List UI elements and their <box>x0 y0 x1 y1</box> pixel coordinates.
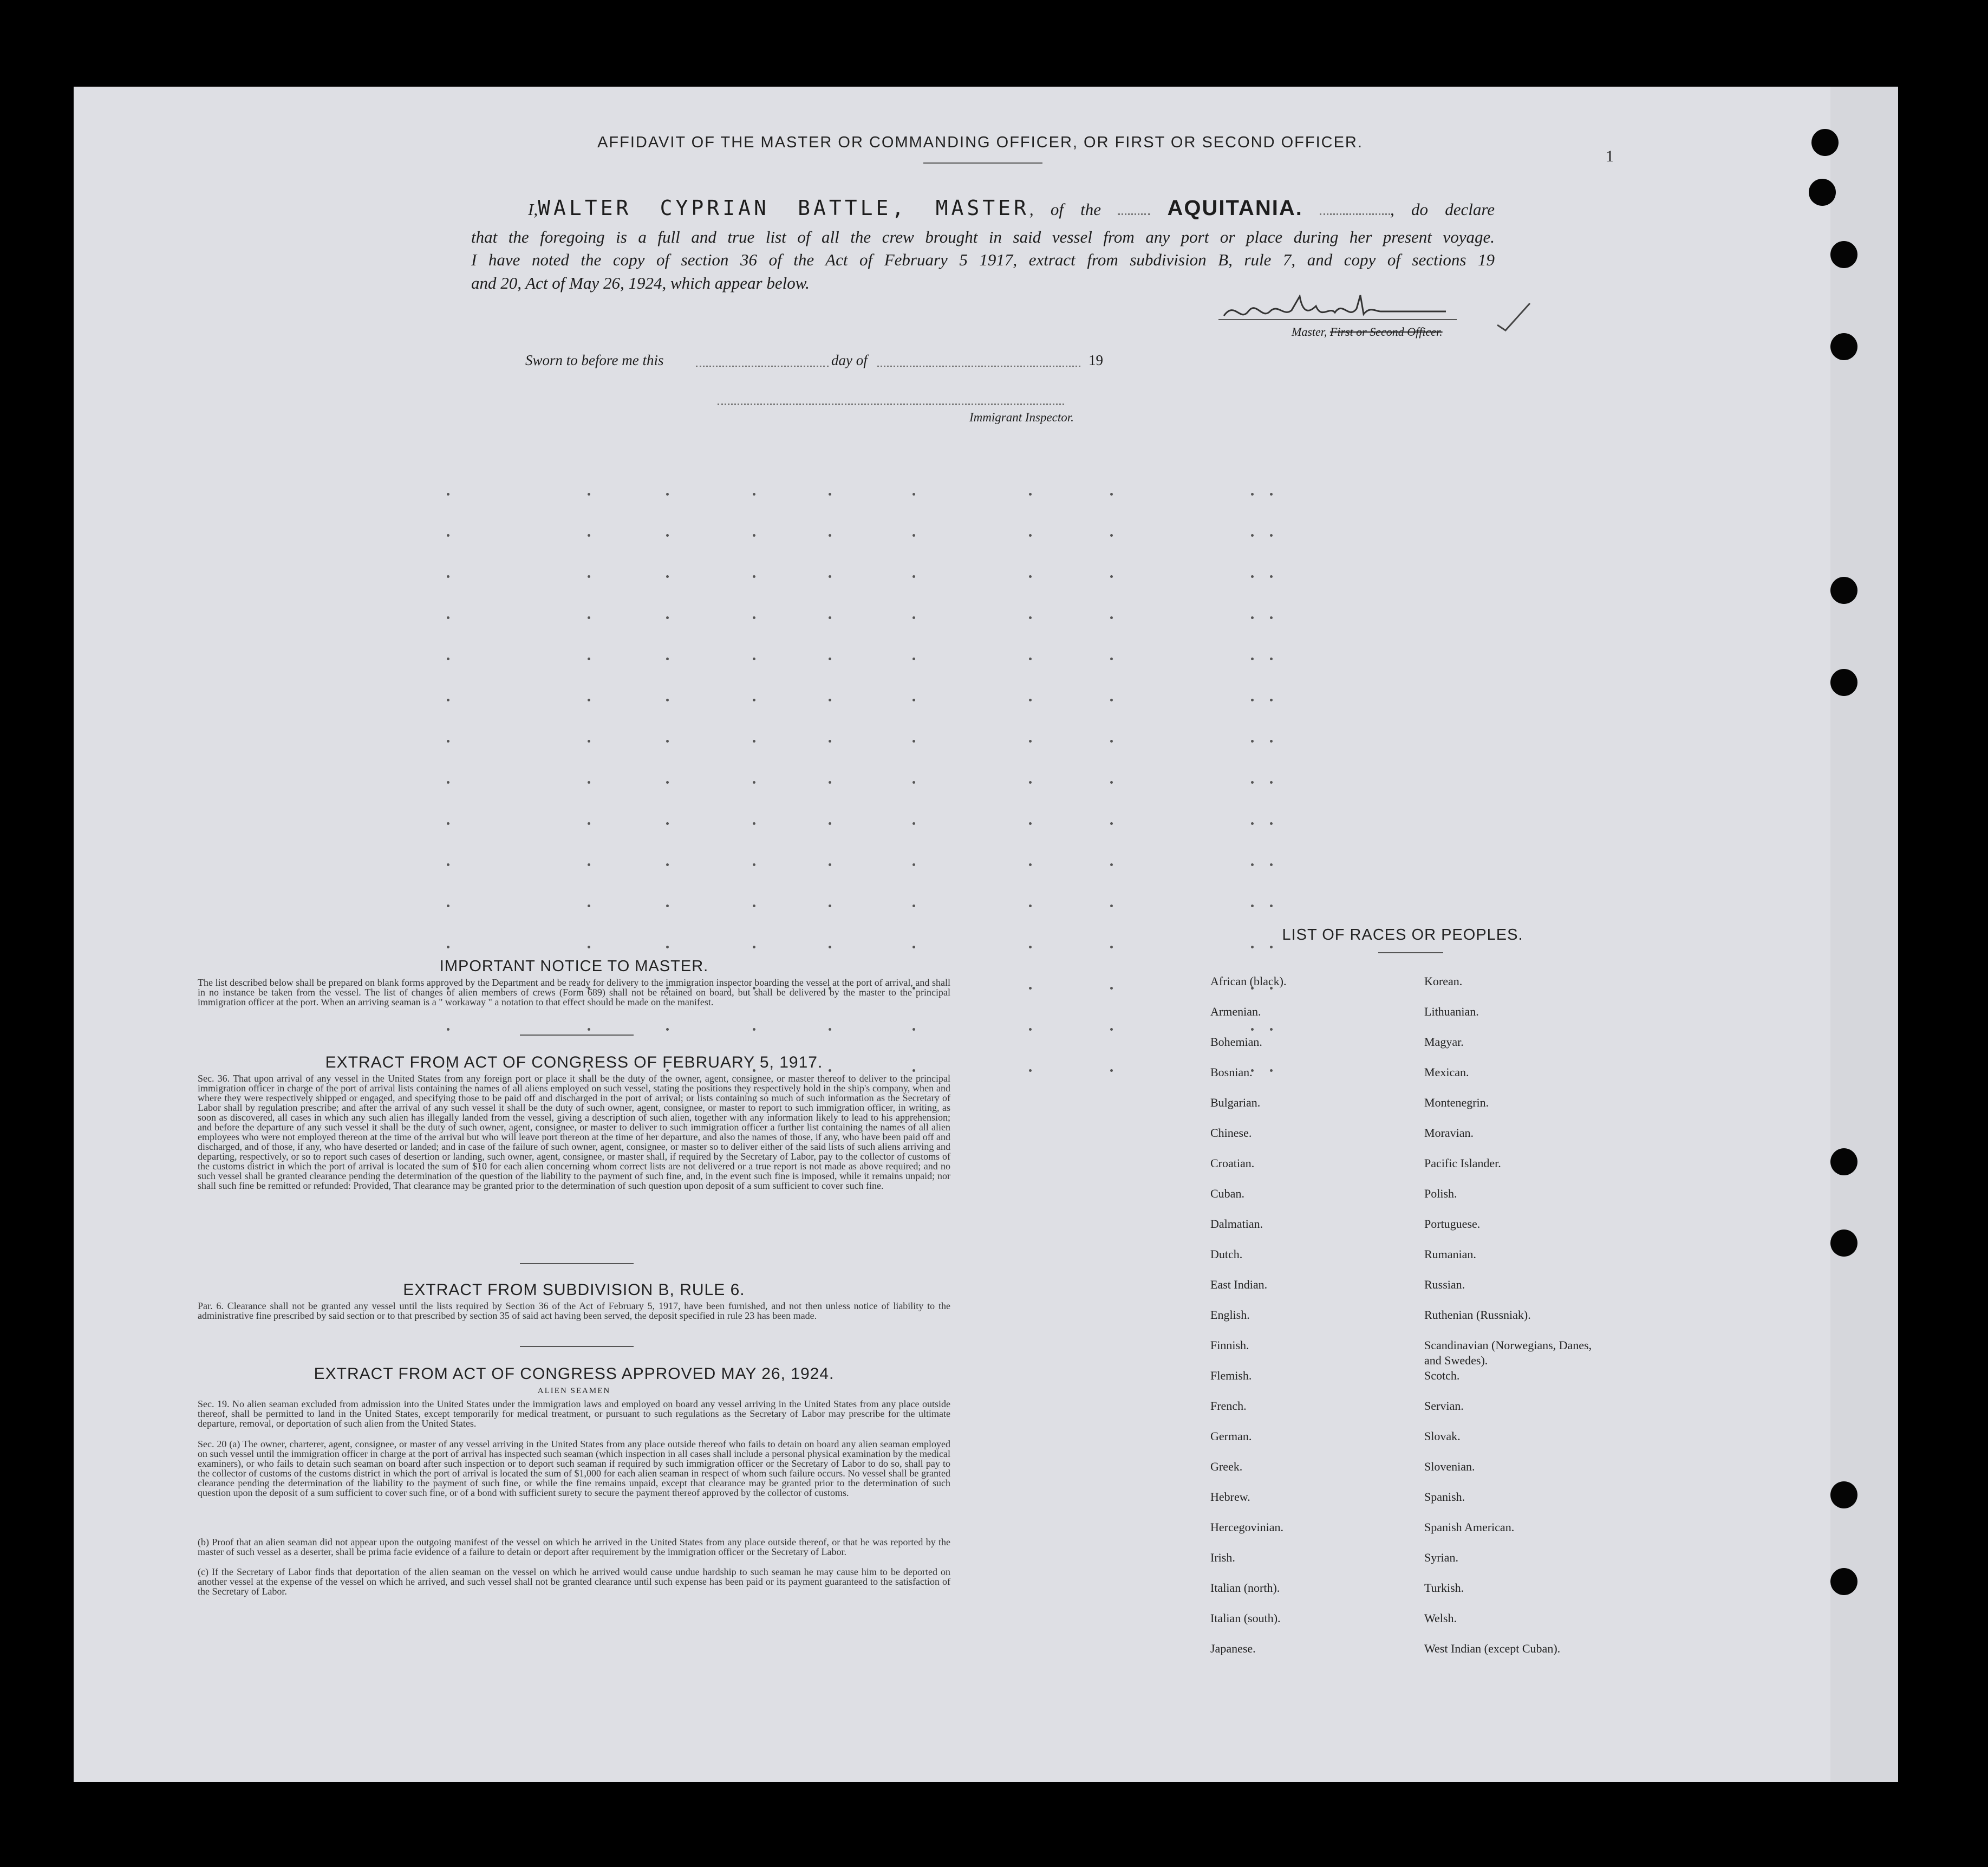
grid-dot <box>588 1028 590 1031</box>
grid-dot <box>1110 575 1113 578</box>
grid-dot <box>829 1028 831 1031</box>
grid-dot <box>829 575 831 578</box>
grid-dot <box>588 822 590 825</box>
race-item: Spanish. <box>1424 1490 1465 1504</box>
grid-dot <box>1029 1028 1032 1031</box>
grid-dot <box>1251 575 1254 578</box>
grid-dot <box>666 575 669 578</box>
grid-dot <box>447 493 449 496</box>
declaration-line-2: that the foregoing is a full and true list of all the crew brought in said vessel from any port or place during her present voyage. <box>471 227 1495 246</box>
sworn-day-blank <box>696 366 829 367</box>
grid-dot <box>1110 1028 1113 1031</box>
grid-dot <box>666 1028 669 1031</box>
race-item: Japanese. <box>1210 1642 1256 1655</box>
grid-dot <box>753 699 755 701</box>
grid-dot <box>829 863 831 866</box>
grid-dot <box>588 699 590 701</box>
race-item: Portuguese. <box>1424 1217 1481 1231</box>
grid-dot <box>753 863 755 866</box>
declaration-line-3: I have noted the copy of section 36 of the Act of February 5 1917, extract from subdivision B, rule 7, and copy of sections 19 <box>471 250 1495 269</box>
grid-dot <box>588 740 590 743</box>
grid-dot <box>447 534 449 537</box>
grid-dot <box>912 905 915 907</box>
race-item: Turkish. <box>1424 1581 1464 1595</box>
grid-dot <box>666 534 669 537</box>
grid-dot <box>1029 575 1032 578</box>
grid-dot <box>447 740 449 743</box>
grid-dot <box>1251 740 1254 743</box>
grid-dot <box>1270 822 1273 825</box>
race-item: German. <box>1210 1429 1252 1443</box>
grid-dot <box>753 781 755 784</box>
do-declare-text: , do declare <box>1390 200 1495 219</box>
grid-dot <box>666 946 669 948</box>
grid-dot <box>666 493 669 496</box>
grid-dot <box>912 781 915 784</box>
grid-dot <box>1251 658 1254 660</box>
sworn-month-blank <box>877 366 1080 367</box>
grid-dot <box>829 493 831 496</box>
binder-hole <box>1830 241 1857 268</box>
grid-dot <box>753 575 755 578</box>
grid-dot <box>1110 493 1113 496</box>
grid-dot <box>1270 781 1273 784</box>
grid-dot <box>1251 534 1254 537</box>
grid-dot <box>1029 658 1032 660</box>
race-item: Cuban. <box>1210 1187 1244 1200</box>
grid-dot <box>1251 699 1254 701</box>
race-item: Scotch. <box>1424 1369 1460 1382</box>
grid-dot <box>666 781 669 784</box>
inspector-signature-blank <box>718 404 1064 405</box>
grid-dot <box>1110 781 1113 784</box>
grid-dot <box>1110 1069 1113 1072</box>
grid-dot <box>753 534 755 537</box>
alien-seamen-subtitle: ALIEN SEAMEN <box>537 1387 611 1395</box>
grid-dot <box>1270 493 1273 496</box>
grid-dot <box>1270 946 1273 948</box>
grid-dot <box>829 534 831 537</box>
grid-dot <box>1110 987 1113 990</box>
grid-dot <box>829 658 831 660</box>
race-item: Flemish. <box>1210 1369 1252 1382</box>
race-item: Syrian. <box>1424 1551 1458 1564</box>
grid-dot <box>447 658 449 660</box>
grid-dot <box>666 658 669 660</box>
rule6-title: EXTRACT FROM SUBDIVISION B, RULE 6. <box>403 1281 745 1299</box>
master-signature <box>1218 290 1457 328</box>
grid-dot <box>912 740 915 743</box>
grid-dot <box>588 905 590 907</box>
grid-dot <box>829 905 831 907</box>
grid-dot <box>753 658 755 660</box>
master-name: WALTER CYPRIAN BATTLE, MASTER <box>538 196 1029 220</box>
notice-title: IMPORTANT NOTICE TO MASTER. <box>439 958 709 975</box>
inspector-caption: Immigrant Inspector. <box>969 411 1074 424</box>
grid-dot <box>829 946 831 948</box>
race-item: Finnish. <box>1210 1338 1249 1352</box>
grid-dot <box>829 822 831 825</box>
sworn-prefix: Sworn to before me this <box>525 352 664 368</box>
sec19-body: Sec. 19. No alien seaman excluded from admission into the United States under the immigration laws and employed on board any vessel arriving in the United States from any place outside thereof, shall be permitted to land in the United States, except temporarily for medical treatment, or pursuant to such regulations as the Secretary of Labor may prescribe for the ultimate departure, removal, or deportation of such alien from the United States. <box>198 1398 950 1429</box>
race-item: Italian (north). <box>1210 1581 1280 1595</box>
race-item: Armenian. <box>1210 1005 1261 1018</box>
grid-dot <box>588 781 590 784</box>
sworn-year: 19 <box>1088 352 1103 368</box>
grid-dot <box>447 1028 449 1031</box>
grid-dot <box>912 575 915 578</box>
race-item: Croatian. <box>1210 1156 1255 1170</box>
grid-dot <box>447 822 449 825</box>
grid-dot <box>1251 946 1254 948</box>
races-left-column <box>1210 974 1405 1671</box>
race-item: Servian. <box>1424 1399 1464 1413</box>
grid-dot <box>1029 946 1032 948</box>
race-item: Lithuanian. <box>1424 1005 1479 1018</box>
sec20a-body: Sec. 20 (a) The owner, charterer, agent, consignee, or master of any vessel arriving in the United States from any place outside thereof who fails to detain on board any alien seaman employed on such vessel until the immigration officer in charge at the port of arrival has inspected such seaman (which inspection in all cases shall include a personal physical examination by the medical examiners), or who fails to detain such seaman on board after such inspection or to deport such seaman if required by such immigration officer or the Secretary of Labor to do so, shall pay to the collector of customs of the customs district in which the port of arrival is located the sum of $1,000 for each alien seaman in respect of whom such failure occurs. No vessel shall be granted clearance pending the determination of the liability to the payment of such fine, or while the fine remains unpaid, except that clearance may be granted prior to the determination of such question upon the deposit of a sum sufficient to cover such fine, or of a bond with sufficient surety to secure the payment thereof approved by the collector of customs. <box>198 1439 950 1498</box>
grid-dot <box>666 616 669 619</box>
affidavit-title: AFFIDAVIT OF THE MASTER OR COMMANDING OFFICER, OR FIRST OR SECOND OFFICER. <box>597 134 1363 151</box>
grid-dot <box>1029 781 1032 784</box>
race-item: East Indian. <box>1210 1278 1268 1291</box>
page-number: 1 <box>1606 147 1614 165</box>
race-item: Russian. <box>1424 1278 1465 1291</box>
grid-dot <box>1029 534 1032 537</box>
grid-dot <box>1110 616 1113 619</box>
grid-dot <box>1270 863 1273 866</box>
binder-hole <box>1830 1481 1857 1508</box>
grid-dot <box>447 616 449 619</box>
race-item: Montenegrin. <box>1424 1096 1489 1109</box>
declare-prefix: I, <box>528 200 538 219</box>
race-item: Bohemian. <box>1210 1035 1262 1049</box>
race-item: Italian (south). <box>1210 1611 1281 1625</box>
binder-hole <box>1830 577 1857 604</box>
notice-body: The list described below shall be prepared on blank forms approved by the Department and be ready for delivery to the immigration inspector boarding the vessel at the port of arrival, and shall in no instance be taken from the vessel. The list of changes of alien members of crews (Form 689) shall not be retained on board, but shall be delivered by the master to the principal immigration officer at the port. When an arriving seaman is a " workaway " a notation to that effect should be made on the manifest. <box>198 977 950 1007</box>
races-underline <box>1378 952 1443 953</box>
declaration-line-4: and 20, Act of May 26, 1924, which appear below. <box>471 274 810 292</box>
grid-dot <box>1251 493 1254 496</box>
grid-dot <box>753 1028 755 1031</box>
grid-dot <box>588 534 590 537</box>
grid-dot <box>912 863 915 866</box>
binder-hole <box>1830 333 1857 360</box>
binder-hole <box>1830 1148 1857 1175</box>
race-item: Bosnian. <box>1210 1065 1253 1079</box>
binder-hole <box>1830 1568 1857 1595</box>
race-item: Magyar. <box>1424 1035 1464 1049</box>
sec20c-body: (c) If the Secretary of Labor finds that deportation of the alien seaman on the vessel on which he arrived would cause undue hardship to such seaman he may cause him to be deported on another vessel at the expense of the vessel on which he arrived, and such vessel shall not be granted clearance until such expense has been paid or its payment guaranteed to the satisfaction of the Secretary of Labor. <box>198 1566 950 1597</box>
grid-dot <box>753 493 755 496</box>
sec20b-body: (b) Proof that an alien seaman did not appear upon the outgoing manifest of the vessel on which he arrived in the United States from any place outside thereof, or that he was reported by the master of such vessel as a deserter, shall be prima facie evidence of a failure to detain or deport after requirement by the immigration officer or the Secretary of Labor. <box>198 1537 950 1557</box>
grid-dot <box>829 781 831 784</box>
grid-dot <box>1110 863 1113 866</box>
grid-dot <box>1270 616 1273 619</box>
race-item: Korean. <box>1424 974 1463 988</box>
check-mark <box>1495 301 1533 333</box>
race-item: Scandinavian (Norwegians, Danes, and Swedes). <box>1424 1338 1592 1367</box>
grid-dot <box>753 946 755 948</box>
race-item: Polish. <box>1424 1187 1457 1200</box>
grid-dot <box>1110 822 1113 825</box>
grid-dot <box>666 699 669 701</box>
race-item: Mexican. <box>1424 1065 1469 1079</box>
extract-1917-body: Sec. 36. That upon arrival of any vessel in the United States from any foreign port or place it shall be the duty of the owner, agent, consignee, or master thereof to deliver to the principal immigration officer in charge of the port of arrival lists containing the names of all aliens employed on such vessel, stating the positions they respectively hold in the ship's company, when and where they were respectively shipped or engaged, and specifying those to be paid off and discharged in the port of arrival; or lists containing so much of such information as the Secretary of Labor shall by regulation prescribe; and after the arrival of any such vessel it shall be the duty of such owner, agent, consignee, or master to report to such immigration officer, in writing, as soon as discovered, all cases in which any such alien has illegally landed from the vessel, giving a description of such alien, together with any information likely to lead to his apprehension; and before the departure of any such vessel it shall be the duty of such owner, agent, consignee, or master to deliver to such immigration officer a further list containing the names of all alien employees who were not employed thereon at the time of the arrival but who will leave port thereon at the time of her departure, and also the names of those, if any, who have been paid off and discharged, and of those, if any, who have deserted or landed; and in case of the failure of such owner, agent, consignee, or master so to deliver either of the said lists of such aliens arriving and departing, respectively, or so to report such cases of desertion or landing, such owner, agent, consignee, or master shall, if required by the Secretary of Labor, pay to the collector of customs of the customs district in which the port of arrival is located the sum of $10 for each alien concerning whom correct lists are not delivered or a true report is not made as above required; and no such vessel shall be granted clearance pending the determination of the question of the liability to the payment of such fine, and, in the event such fine is imposed, while it remains unpaid; nor shall such fine be remitted or refunded: Provided, That clearance may be granted prior to the determination of such question upon deposit of a sum sufficient to cover such fine. <box>198 1073 950 1191</box>
binder-hole <box>1809 179 1836 206</box>
grid-dot <box>753 822 755 825</box>
grid-dot <box>666 822 669 825</box>
grid-dot <box>912 493 915 496</box>
grid-dot <box>1029 616 1032 619</box>
grid-dot <box>1029 699 1032 701</box>
race-item: Dalmatian. <box>1210 1217 1263 1231</box>
race-item: Slovak. <box>1424 1429 1461 1443</box>
grid-dot <box>912 822 915 825</box>
race-item: Chinese. <box>1210 1126 1252 1140</box>
grid-dot <box>912 1028 915 1031</box>
race-item: French. <box>1210 1399 1247 1413</box>
grid-dot <box>1029 740 1032 743</box>
grid-dot <box>912 946 915 948</box>
grid-dot <box>1110 658 1113 660</box>
divider <box>520 1346 634 1347</box>
grid-dot <box>1110 946 1113 948</box>
grid-dot <box>666 740 669 743</box>
race-item: Spanish American. <box>1424 1520 1515 1534</box>
grid-dot <box>1251 905 1254 907</box>
race-item: African (black). <box>1210 974 1287 988</box>
grid-dot <box>588 493 590 496</box>
grid-dot <box>447 946 449 948</box>
grid-dot <box>588 658 590 660</box>
races-right-column <box>1424 974 1603 1671</box>
race-item: Irish. <box>1210 1551 1235 1564</box>
race-item: English. <box>1210 1308 1250 1322</box>
signature-caption: Master, First or Second Officer. <box>1292 325 1443 339</box>
race-item: Dutch. <box>1210 1247 1243 1261</box>
extract-1917-title: EXTRACT FROM ACT OF CONGRESS OF FEBRUARY 5, 1917. <box>325 1053 823 1071</box>
grid-dot <box>912 616 915 619</box>
grid-dot <box>1270 575 1273 578</box>
grid-dot <box>1270 699 1273 701</box>
race-item: Ruthenian (Russniak). <box>1424 1308 1531 1322</box>
binder-hole <box>1830 669 1857 696</box>
grid-dot <box>447 575 449 578</box>
grid-dot <box>447 699 449 701</box>
grid-dot <box>1029 987 1032 990</box>
ship-name: AQUITANIA. <box>1167 196 1303 220</box>
grid-dot <box>666 863 669 866</box>
grid-dot <box>447 905 449 907</box>
sworn-day-of: day of <box>831 352 868 368</box>
grid-dot <box>753 905 755 907</box>
race-item: Greek. <box>1210 1460 1243 1473</box>
grid-dot <box>447 781 449 784</box>
race-item: Welsh. <box>1424 1611 1457 1625</box>
grid-dot <box>588 946 590 948</box>
divider <box>520 1035 634 1036</box>
extract-1924-title: EXTRACT FROM ACT OF CONGRESS APPROVED MAY 26, 1924. <box>314 1365 835 1383</box>
grid-dot <box>829 699 831 701</box>
race-item: Rumanian. <box>1424 1247 1476 1261</box>
grid-dot <box>1029 1069 1032 1072</box>
race-item: Moravian. <box>1424 1126 1474 1140</box>
grid-dot <box>753 740 755 743</box>
grid-dot <box>753 616 755 619</box>
rule6-body: Par. 6. Clearance shall not be granted any vessel until the lists required by Section 36 of the Act of February 5, 1917, have been furnished, and not then unless notice of liability to the administrative fine prescribed by said section or to that prescribed by section 35 of said act having been served, the deposit specified in rule 23 has been made. <box>198 1300 950 1321</box>
race-item: West Indian (except Cuban). <box>1424 1642 1561 1655</box>
race-item: Slovenian. <box>1424 1460 1475 1473</box>
grid-dot <box>1110 534 1113 537</box>
grid-dot <box>666 905 669 907</box>
grid-dot <box>588 575 590 578</box>
grid-dot <box>1270 658 1273 660</box>
grid-dot <box>912 534 915 537</box>
race-item: Bulgarian. <box>1210 1096 1261 1109</box>
grid-dot <box>912 699 915 701</box>
races-title: LIST OF RACES OR PEOPLES. <box>1282 926 1523 944</box>
race-item: Pacific Islander. <box>1424 1156 1501 1170</box>
grid-dot <box>1251 863 1254 866</box>
grid-dot <box>829 616 831 619</box>
grid-dot <box>1110 740 1113 743</box>
title-underline <box>923 162 1042 164</box>
grid-dot <box>1110 699 1113 701</box>
grid-dot <box>1270 740 1273 743</box>
grid-dot <box>912 658 915 660</box>
grid-dot <box>588 616 590 619</box>
of-the-text: , of the <box>1029 200 1101 219</box>
document-page <box>74 87 1893 1782</box>
grid-dot <box>1251 781 1254 784</box>
grid-dot <box>447 863 449 866</box>
declaration-line <box>528 196 1495 220</box>
grid-dot <box>1110 905 1113 907</box>
race-item: Hercegovinian. <box>1210 1520 1283 1534</box>
grid-dot <box>1029 905 1032 907</box>
grid-dot <box>588 863 590 866</box>
binder-hole <box>1811 129 1839 156</box>
grid-dot <box>1029 493 1032 496</box>
grid-dot <box>1270 905 1273 907</box>
binder-hole <box>1830 1230 1857 1257</box>
grid-dot <box>1029 822 1032 825</box>
grid-dot <box>1251 822 1254 825</box>
grid-dot <box>1270 534 1273 537</box>
grid-dot <box>1029 863 1032 866</box>
grid-dot <box>829 740 831 743</box>
divider <box>520 1263 634 1264</box>
race-item: Hebrew. <box>1210 1490 1250 1504</box>
grid-dot <box>1251 616 1254 619</box>
